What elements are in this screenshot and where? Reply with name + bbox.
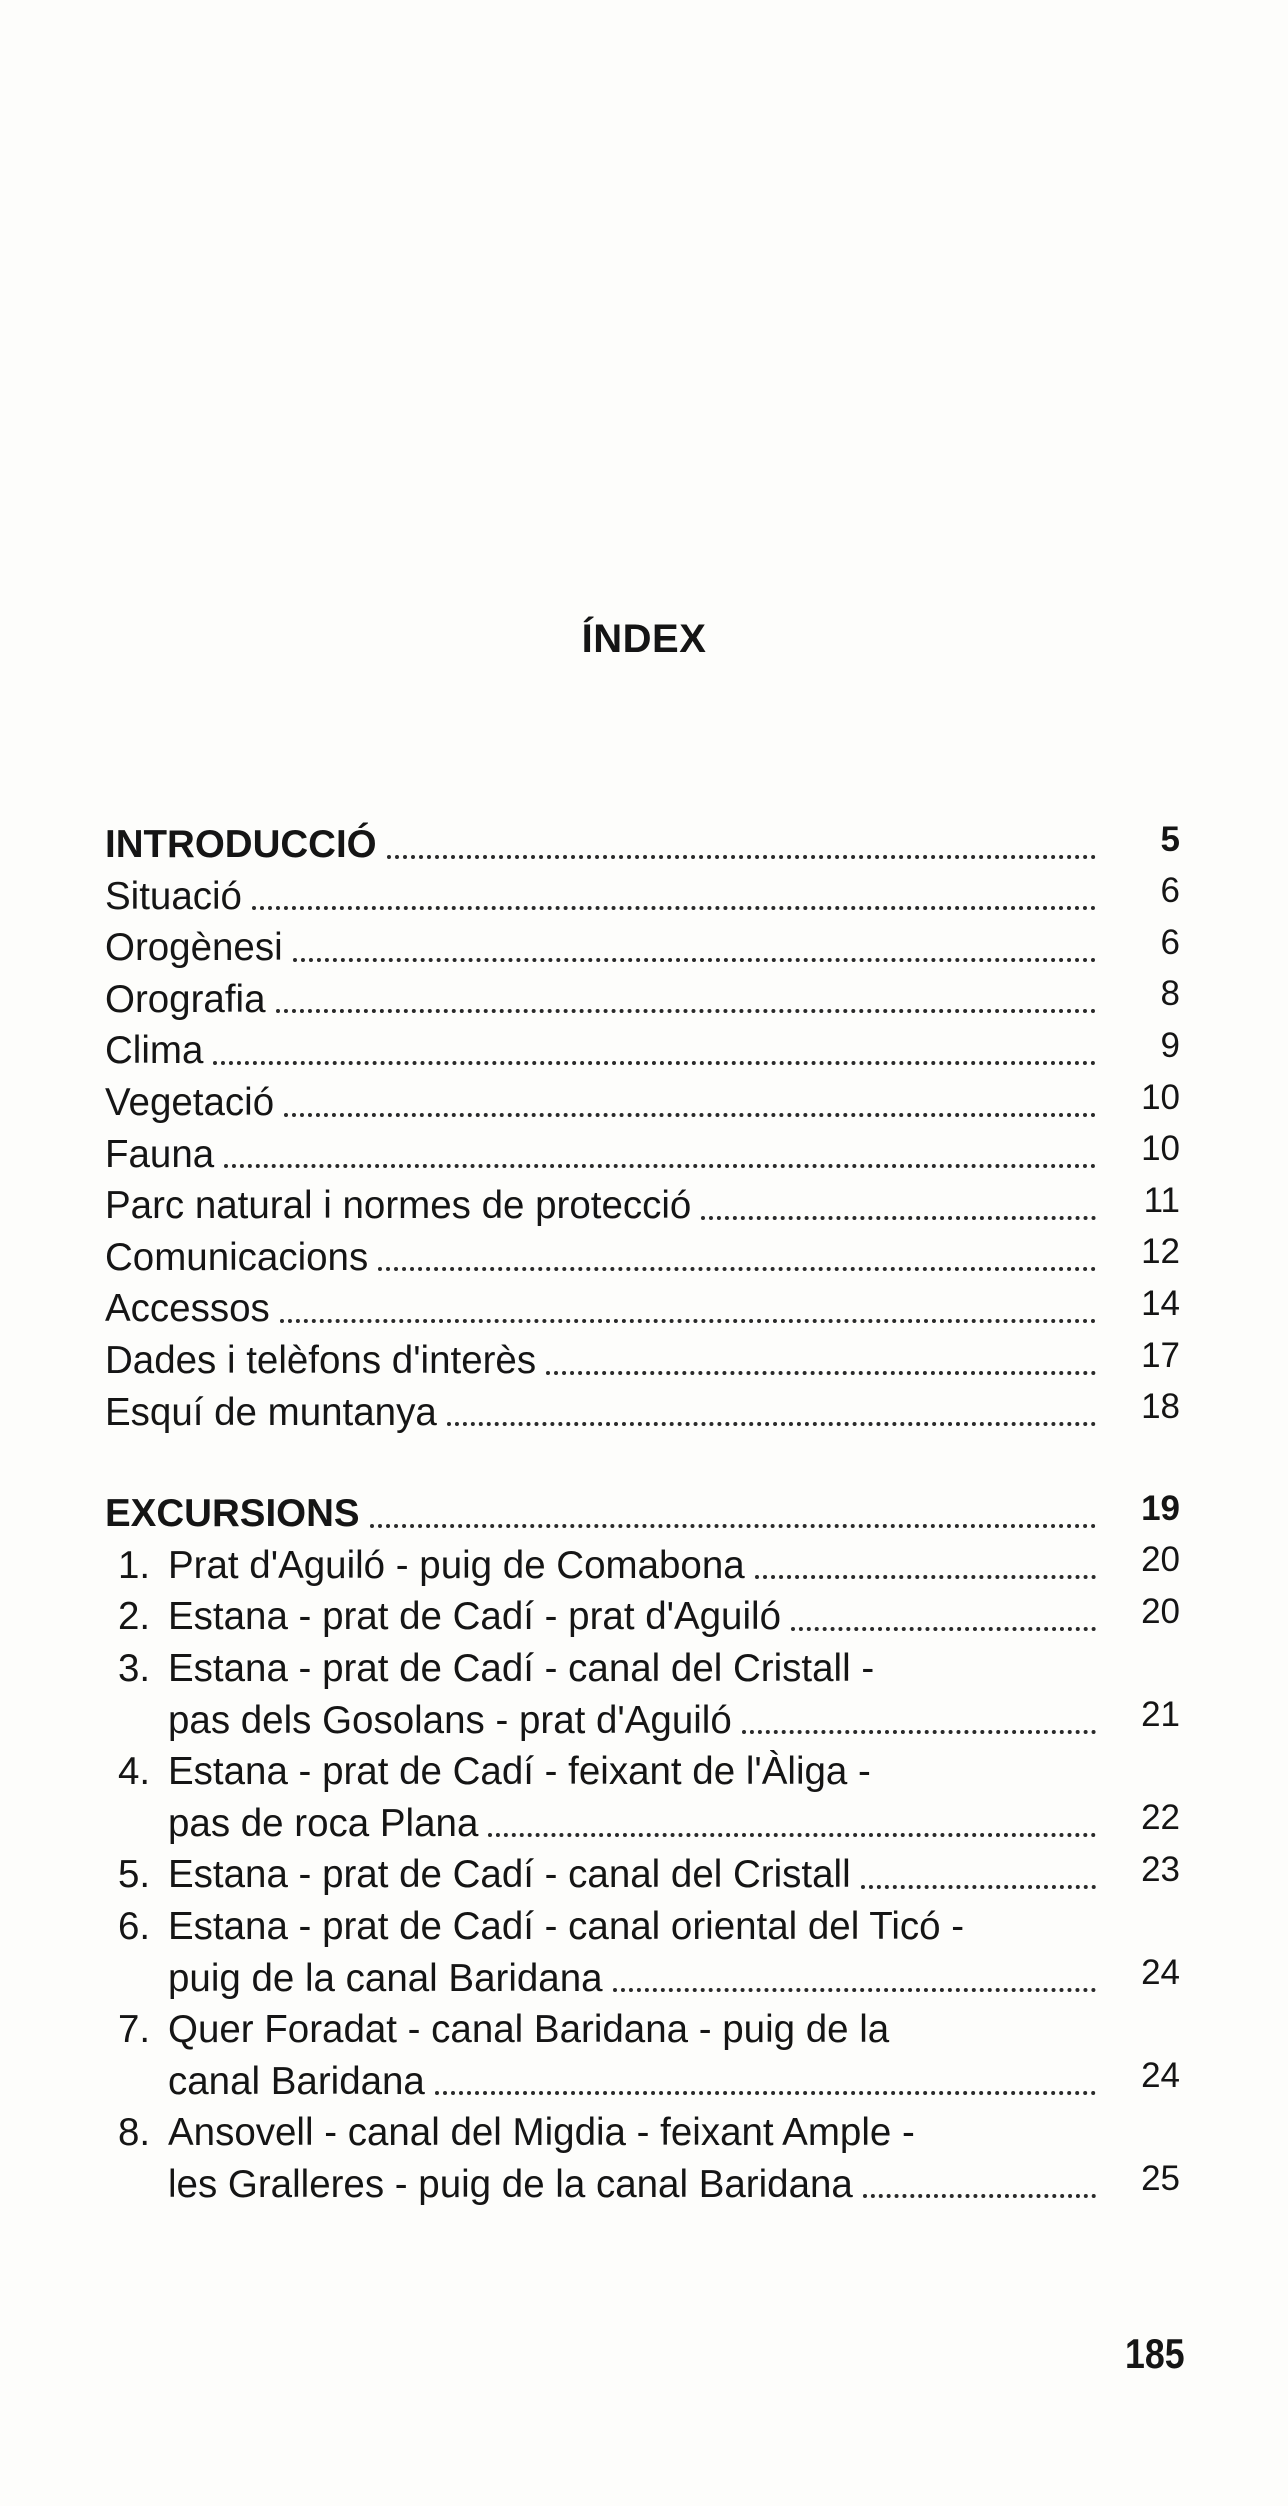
- toc-page-number: 18: [1141, 1387, 1180, 1427]
- toc-section-excursions: [105, 1484, 1180, 1536]
- toc-entry: [105, 1742, 1180, 1794]
- toc-entry-number: 5.: [118, 1853, 151, 1897]
- toc-entry-title: [105, 1698, 732, 1742]
- toc-entry-number: 6.: [118, 1904, 151, 1948]
- toc-page-number: 21: [1141, 1695, 1180, 1735]
- toc-page-number: 24: [1141, 2056, 1180, 2096]
- toc-page-number: 5: [1160, 819, 1180, 859]
- toc-entry-title: [105, 1750, 871, 1794]
- dot-leader: [447, 1422, 1096, 1426]
- dot-leader: [742, 1730, 1096, 1734]
- dot-leader: [387, 855, 1096, 859]
- dot-leader: [280, 1319, 1096, 1323]
- toc-entry-title: [105, 2059, 425, 2103]
- toc-entry-line: Ansovell - canal del Migdia - feixant Ample -: [168, 2111, 915, 2155]
- toc-section-introduccio: [105, 815, 1180, 867]
- toc-entry-line: Estana - prat de Cadí - feixant de l'Àliga -: [168, 1750, 871, 1794]
- toc-entry-line: Estana - prat de Cadí - prat d'Aguiló: [168, 1595, 781, 1639]
- dot-leader: [284, 1113, 1096, 1117]
- dot-leader: [224, 1164, 1096, 1168]
- toc-entry-line: canal Baridana: [168, 2059, 425, 2103]
- dot-leader: [791, 1627, 1096, 1631]
- dot-leader: [435, 2091, 1096, 2095]
- toc-entry-line: Estana - prat de Cadí - canal del Cristall: [168, 1853, 851, 1897]
- dot-leader: [213, 1061, 1096, 1065]
- toc-entry-title: Situació: [105, 874, 242, 918]
- toc-entry: [105, 1279, 1180, 1331]
- toc-page-number: 11: [1143, 1180, 1180, 1220]
- dot-leader: [755, 1575, 1096, 1579]
- toc-entry-line: Estana - prat de Cadí - canal del Cristall -: [168, 1647, 875, 1690]
- toc-entry-title: [105, 1853, 851, 1897]
- folio-page-number: 185: [1125, 2330, 1185, 2377]
- toc-page-number: 17: [1141, 1335, 1180, 1375]
- dot-leader: [613, 1988, 1096, 1992]
- dot-leader: [276, 1009, 1097, 1013]
- toc-page-number: 6: [1160, 922, 1180, 962]
- toc-entry: [105, 1125, 1180, 1177]
- dot-leader: [861, 1885, 1096, 1889]
- toc-entry: [105, 2103, 1180, 2155]
- toc-entry-line: puig de la canal Baridana: [168, 1956, 603, 2000]
- toc-page-number: 24: [1141, 1953, 1180, 1993]
- toc-entry-title: Clima: [105, 1029, 204, 1073]
- toc-entry-line: les Gralleres - puig de la canal Baridana: [168, 2162, 853, 2206]
- toc-entry-number: 7.: [118, 2008, 151, 2052]
- toc-entry-number: 3.: [118, 1647, 151, 1690]
- toc-entry-title: [105, 2111, 915, 2155]
- toc-entry-title: [105, 1647, 875, 1690]
- dot-leader: [378, 1267, 1096, 1271]
- toc-entry-line: Estana - prat de Cadí - canal oriental del Ticó -: [168, 1904, 965, 1948]
- toc-page-number: 19: [1141, 1488, 1180, 1528]
- toc-entry: [105, 867, 1180, 919]
- dot-leader: [546, 1371, 1096, 1375]
- toc-section-label: EXCURSIONS: [105, 1492, 360, 1536]
- toc-entry-continuation: [105, 1948, 1180, 2000]
- toc-page-number: 14: [1141, 1283, 1180, 1323]
- toc-entry: [105, 1536, 1180, 1588]
- toc-entry: [105, 1897, 1180, 1949]
- toc-entry-continuation: [105, 2155, 1180, 2207]
- toc-entry: [105, 1587, 1180, 1639]
- toc-entry: [105, 1383, 1180, 1435]
- toc-entry-title: Orografia: [105, 977, 266, 1021]
- toc-entry-title: [105, 1956, 603, 2000]
- dot-leader: [293, 958, 1096, 962]
- toc-page-number: 25: [1141, 2159, 1180, 2199]
- toc-entry-title: [105, 1595, 781, 1639]
- toc-entry: [105, 918, 1180, 970]
- toc-entry-continuation: [105, 1794, 1180, 1846]
- toc-entry-title: [105, 1904, 965, 1948]
- toc-entry: [105, 970, 1180, 1022]
- toc-entry-line: pas dels Gosolans - prat d'Aguiló: [168, 1698, 732, 1742]
- toc-entry-title: Fauna: [105, 1132, 215, 1176]
- toc-entry-title: [105, 1543, 745, 1587]
- toc-page-number: 20: [1141, 1591, 1180, 1631]
- toc-entry-title: Accessos: [105, 1287, 270, 1331]
- toc-entry-number: 2.: [118, 1595, 151, 1639]
- toc-entry-number: 1.: [118, 1543, 151, 1587]
- toc-page-number: 23: [1141, 1849, 1180, 1889]
- toc-page-number: 8: [1160, 974, 1180, 1014]
- toc-entry-line: Quer Foradat - canal Baridana - puig de la: [168, 2008, 890, 2052]
- toc-entry-number: 4.: [118, 1750, 151, 1794]
- dot-leader: [701, 1216, 1096, 1220]
- toc-entry-title: [105, 1801, 479, 1845]
- toc-entry: [105, 2000, 1180, 2052]
- toc-entry: [105, 1176, 1180, 1228]
- toc-page-number: 9: [1160, 1025, 1180, 1065]
- dot-leader: [863, 2194, 1096, 2198]
- toc-entry-number: 8.: [118, 2111, 151, 2155]
- toc-page-number: 10: [1141, 1077, 1180, 1117]
- table-of-contents: [105, 815, 1180, 2206]
- toc-section-label: INTRODUCCIÓ: [105, 823, 377, 867]
- toc-entry-title: Esquí de muntanya: [105, 1390, 437, 1434]
- toc-entry-continuation: [105, 2052, 1180, 2104]
- toc-entry: [105, 1845, 1180, 1897]
- toc-entry: [105, 1639, 1180, 1691]
- toc-page-number: 10: [1141, 1129, 1180, 1169]
- dot-leader: [252, 906, 1096, 910]
- toc-entry-title: Parc natural i normes de protecció: [105, 1184, 692, 1228]
- toc-page-number: 6: [1160, 871, 1180, 911]
- toc-entry-title: Comunicacions: [105, 1235, 369, 1279]
- toc-excursions-entries: [105, 1536, 1180, 2207]
- toc-entry: [105, 1228, 1180, 1280]
- toc-entry-continuation: [105, 1691, 1180, 1743]
- toc-introduccio-entries: [105, 867, 1180, 1435]
- toc-entry-title: [105, 2162, 853, 2206]
- toc-entry-line: Prat d'Aguiló - puig de Comabona: [168, 1543, 745, 1587]
- dot-leader: [370, 1524, 1096, 1528]
- toc-page-number: 22: [1141, 1798, 1180, 1838]
- toc-page-number: 20: [1141, 1540, 1180, 1580]
- page-title: ÍNDEX: [581, 617, 707, 661]
- toc-entry: [105, 1331, 1180, 1383]
- toc-entry-title: [105, 2008, 890, 2052]
- toc-entry-title: Dades i telèfons d'interès: [105, 1339, 537, 1383]
- toc-entry-title: Vegetació: [105, 1081, 275, 1125]
- dot-leader: [488, 1833, 1096, 1837]
- toc-entry: [105, 1073, 1180, 1125]
- toc-page-number: 12: [1141, 1232, 1180, 1272]
- toc-entry-line: pas de roca Plana: [168, 1801, 479, 1845]
- toc-entry-title: Orogènesi: [105, 926, 283, 970]
- toc-entry: [105, 1021, 1180, 1073]
